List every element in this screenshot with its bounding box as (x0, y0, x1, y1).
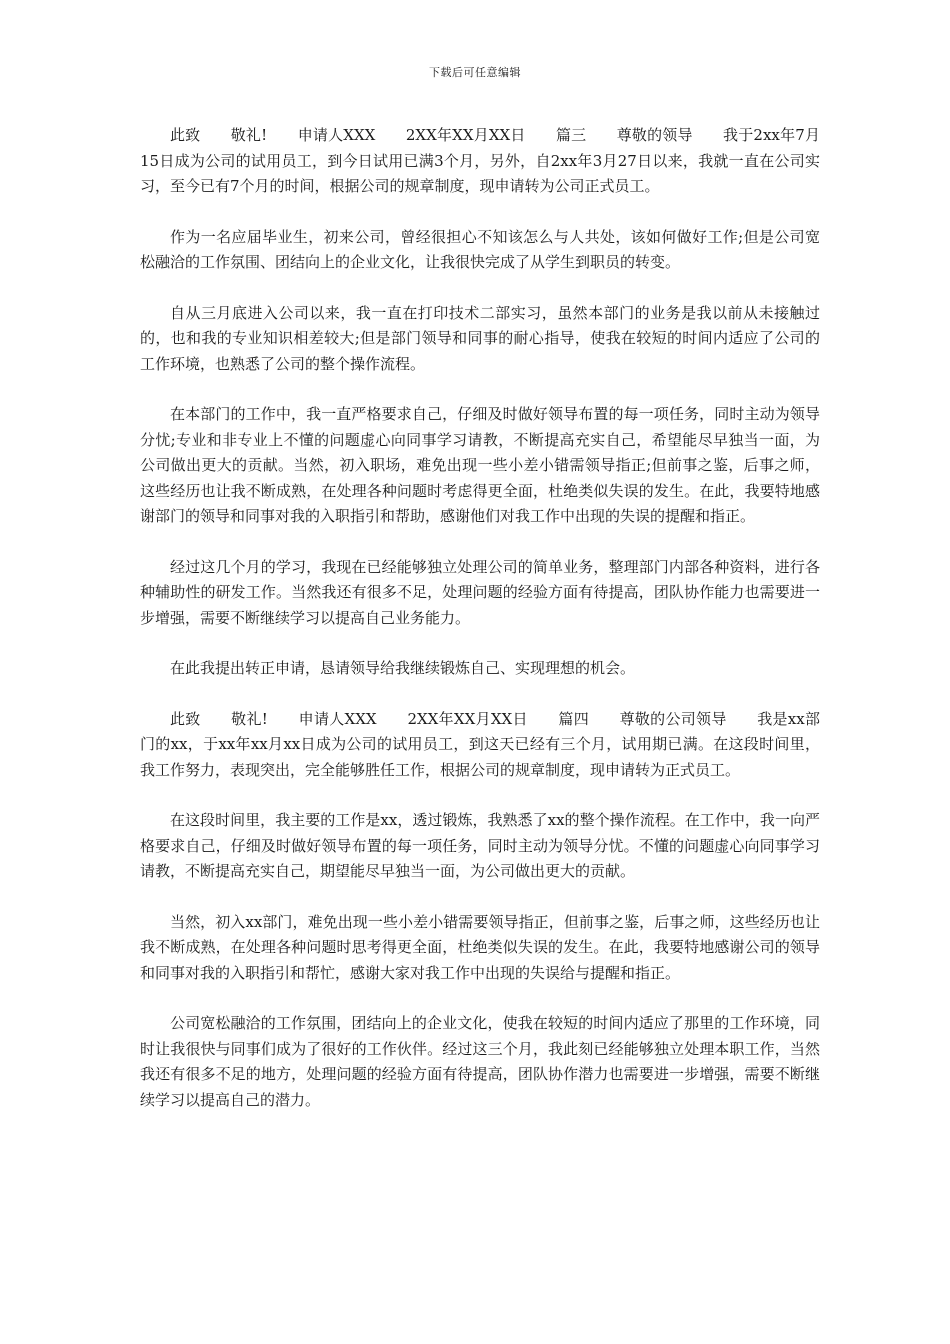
paragraph-2: 作为一名应届毕业生，初来公司，曾经很担心不知该怎么与人共处，该如何做好工作;但是公司宽松融洽的工作氛围、团结向上的企业文化，让我很快完成了从学生到职员的转变。 (140, 227, 820, 271)
paragraph-10: 公司宽松融洽的工作氛围，团结向上的企业文化，使我在较短的时间内适应了那里的工作环境，同时让我很快与同事们成为了很好的工作伙伴。经过这三个月，我此刻已经能够独立处理本职工作，当然我还有很多不足的地方，处理问题的经验方面有待提高，团队协作潜力也需要进一步增强，需要不断继续学习以提高自己的潜力。 (140, 1014, 820, 1109)
paragraph-1: 此致 敬礼! 申请人XXX 2XX年XX月XX日 篇三 尊敬的领导 我于2xx年7月15日成为公司的试用员工，到今日试用已满3个月，另外，自2xx年3月27日以来，我就一直在公司实习，至今已有7个月的时间，根据公司的规章制度，现申请转为公司正式员工。 (140, 126, 820, 195)
paragraph-8: 在这段时间里，我主要的工作是xx，透过锻炼，我熟悉了xx的整个操作流程。在工作中，我一向严格要求自己，仔细及时做好领导布置的每一项任务，同时主动为领导分忧。不懂的问题虚心向同事学习请教，不断提高充实自己，期望能尽早独当一面，为公司做出更大的贡献。 (140, 811, 820, 880)
paragraph-7: 此致 敬礼! 申请人XXX 2XX年XX月XX日 篇四 尊敬的公司领导 我是xx部门的xx，于xx年xx月xx日成为公司的试用员工，到这天已经有三个月，试用期已满。在这段时间里，我工作努力，表现突出，完全能够胜任工作，根据公司的规章制度，现申请转为正式员工。 (140, 709, 820, 779)
paragraph-6: 在此我提出转正申请，恳请领导给我继续锻炼自己、实现理想的机会。 (170, 659, 636, 677)
paragraph-9: 当然，初入xx部门，难免出现一些小差小错需要领导指正，但前事之鉴，后事之师，这些经历也让我不断成熟，在处理各种问题时思考得更全面，杜绝类似失误的发生。在此，我要特地感谢公司的领导和同事对我的入职指引和帮忙，感谢大家对我工作中出现的失误给与提醒和指正。 (140, 912, 820, 982)
paragraph-5: 经过这几个月的学习，我现在已经能够独立处理公司的简单业务，整理部门内部各种资料，进行各种辅助性的研发工作。当然我还有很多不足，处理问题的经验方面有待提高，团队协作能力也需要进一步增强，需要不断继续学习以提高自己业务能力。 (140, 557, 820, 627)
paragraph-3: 自从三月底进入公司以来，我一直在打印技术二部实习，虽然本部门的业务是我以前从未接触过的，也和我的专业知识相差较大;但是部门领导和同事的耐心指导，使我在较短的时间内适应了公司的工作环境，也熟悉了公司的整个操作流程。 (140, 303, 820, 373)
document-body (140, 123, 820, 1138)
paragraph-4: 在本部门的工作中，我一直严格要求自己，仔细及时做好领导布置的每一项任务，同时主动为领导分忧;专业和非专业上不懂的问题虚心向同事学习请教，不断提高充实自己，希望能尽早独当一面，为公司做出更大的贡献。当然，初入职场，难免出现一些小差小错需领导指正;但前事之鉴，后事之师，这些经历也让我不断成熟，在处理各种问题时考虑得更全面，杜绝类似失误的发生。在此，我要特地感谢部门的领导和同事对我的入职指引和帮助，感谢他们对我工作中出现的失误的提醒和指正。 (140, 405, 820, 525)
page-header-note: 下载后可任意编辑 (429, 66, 521, 79)
